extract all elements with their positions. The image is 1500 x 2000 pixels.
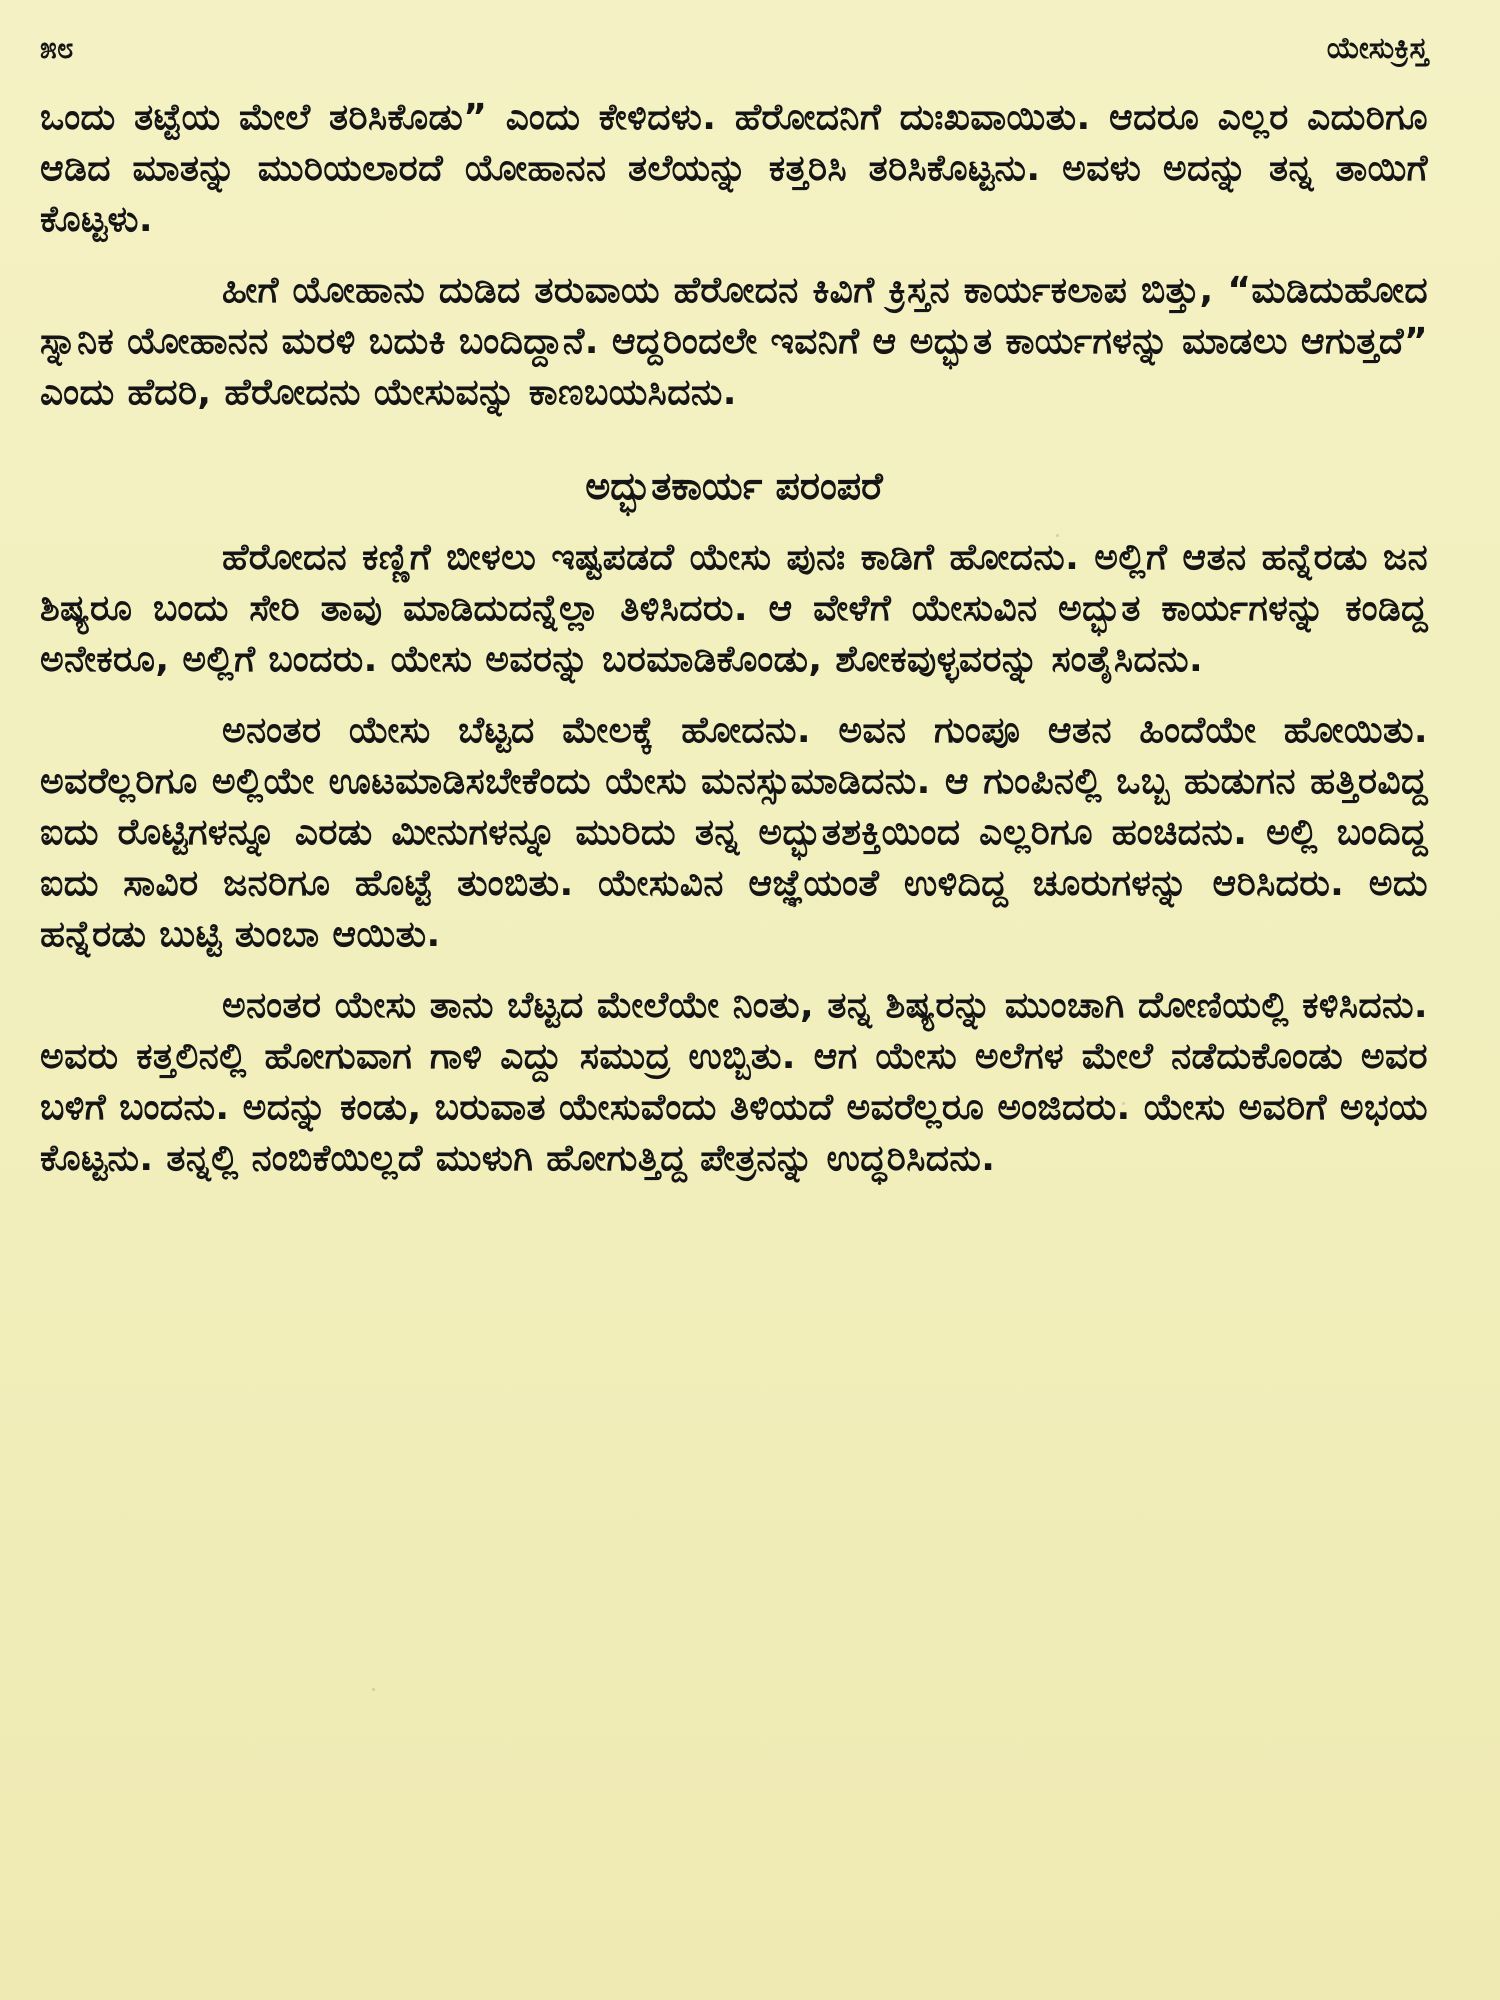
paragraph-5: ಅನಂತರ ಯೇಸು ತಾನು ಬೆಟ್ಟದ ಮೇಲೆಯೇ ನಿಂತು, ತನ್ನ ಶಿಷ್ಯರನ್ನು ಮುಂಚಾಗಿ ದೋಣಿಯಲ್ಲಿ ಕಳಿಸಿದನು. ಅವರು ಕತ್ತಲಿನಲ್ಲಿ ಹೋಗುವಾಗ ಗಾಳಿ ಎದ್ದು ಸಮುದ್ರ ಉಬ್ಬಿತು. ಆಗ ಯೇಸು ಅಲೆಗಳ ಮೇಲೆ ನಡೆದುಕೊಂಡು ಅವರ ಬಳಿಗೆ ಬಂದನು. ಅದನ್ನು ಕಂಡು, ಬರುವಾತ ಯೇಸುವೆಂದು ತಿಳಿಯದೆ ಅವರೆಲ್ಲರೂ ಅಂಜಿದರು. ಯೇಸು ಅವರಿಗೆ ಅಭಯ ಕೊಟ್ಟನು. ತನ್ನಲ್ಲಿ ನಂಬಿಕೆಯಿಲ್ಲದೆ ಮುಳುಗಿ ಹೋಗುತ್ತಿದ್ದ ಪೇತ್ರನನ್ನು ಉದ್ಧರಿಸಿದನು. xyxy=(40,985,1428,1179)
paragraph-1: ಒಂದು ತಟ್ಟೆಯ ಮೇಲೆ ತರಿಸಿಕೊಡು” ಎಂದು ಕೇಳಿದಳು. ಹೆರೋದನಿಗೆ ದುಃಖವಾಯಿತು. ಆದರೂ ಎಲ್ಲರ ಎದುರಿಗೂ ಆಡಿದ ಮಾತನ್ನು ಮುರಿಯಲಾರದೆ ಯೋಹಾನನ ತಲೆಯನ್ನು ಕತ್ತರಿಸಿ ತರಿಸಿಕೊಟ್ಟನು. ಅವಳು ಅದನ್ನು ತನ್ನ ತಾಯಿಗೆ ಕೊಟ್ಟಳು. xyxy=(40,97,1428,240)
paper-speck xyxy=(372,1688,375,1691)
running-title: ಯೇಸುಕ್ರಿಸ್ತ xyxy=(1326,31,1428,66)
section-heading: ಅದ್ಭುತಕಾರ್ಯ ಪರಂಪರೆ xyxy=(585,464,883,508)
running-head xyxy=(40,18,1428,80)
paragraph-3: ಹೆರೋದನ ಕಣ್ಣಿಗೆ ಬೀಳಲು ಇಷ್ಟಪಡದೆ ಯೇಸು ಪುನಃ ಕಾಡಿಗೆ ಹೋದನು. ಅಲ್ಲಿಗೆ ಆತನ ಹನ್ನೆರಡು ಜನ ಶಿಷ್ಯರೂ ಬಂದು ಸೇರಿ ತಾವು ಮಾಡಿದುದನ್ನೆಲ್ಲಾ ತಿಳಿಸಿದರು. ಆ ವೇಳೆಗೆ ಯೇಸುವಿನ ಅದ್ಭುತ ಕಾರ್ಯಗಳನ್ನು ಕಂಡಿದ್ದ ಅನೇಕರೂ, ಅಲ್ಲಿಗೆ ಬಂದರು. ಯೇಸು ಅವರನ್ನು ಬರಮಾಡಿಕೊಂಡು, ಶೋಕವುಳ್ಳವರನ್ನು ಸಂತೈಸಿದನು. xyxy=(40,537,1428,680)
body-text xyxy=(40,92,1428,1184)
paper-speck xyxy=(1056,534,1059,537)
paragraph-4: ಅನಂತರ ಯೇಸು ಬೆಟ್ಟದ ಮೇಲಕ್ಕೆ ಹೋದನು. ಅವನ ಗುಂಪೂ ಆತನ ಹಿಂದೆಯೇ ಹೋಯಿತು. ಅವರೆಲ್ಲರಿಗೂ ಅಲ್ಲಿಯೇ ಊಟಮಾಡಿಸಬೇಕೆಂದು ಯೇಸು ಮನಸ್ಸುಮಾಡಿದನು. ಆ ಗುಂಪಿನಲ್ಲಿ ಒಬ್ಬ ಹುಡುಗನ ಹತ್ತಿರವಿದ್ದ ಐದು ರೊಟ್ಟಿಗಳನ್ನೂ ಎರಡು ಮೀನುಗಳನ್ನೂ ಮುರಿದು ತನ್ನ ಅದ್ಭುತಶಕ್ತಿಯಿಂದ ಎಲ್ಲರಿಗೂ ಹಂಚಿದನು. ಅಲ್ಲಿ ಬಂದಿದ್ದ ಐದು ಸಾವಿರ ಜನರಿಗೂ ಹೊಟ್ಟೆ ತುಂಬಿತು. ಯೇಸುವಿನ ಆಜ್ಞೆಯಂತೆ ಉಳಿದಿದ್ದ ಚೂರುಗಳನ್ನು ಆರಿಸಿದರು. ಅದು ಹನ್ನೆರಡು ಬುಟ್ಟಿ ತುಂಬಾ ಆಯಿತು. xyxy=(40,710,1428,955)
page-number: ೫೮ xyxy=(40,31,74,66)
paper-speck xyxy=(1122,1102,1125,1105)
paragraph-2: ಹೀಗೆ ಯೋಹಾನು ದುಡಿದ ತರುವಾಯ ಹೆರೋದನ ಕಿವಿಗೆ ಕ್ರಿಸ್ತನ ಕಾರ್ಯಕಲಾಪ ಬಿತ್ತು, “ಮಡಿದುಹೋದ ಸ್ನಾನಿಕ ಯೋಹಾನನ ಮರಳಿ ಬದುಕಿ ಬಂದಿದ್ದಾನೆ. ಆದ್ದರಿಂದಲೇ ಇವನಿಗೆ ಆ ಅದ್ಭುತ ಕಾರ್ಯಗಳನ್ನು ಮಾಡಲು ಆಗುತ್ತದೆ” ಎಂದು ಹೆದರಿ, ಹೆರೋದನು ಯೇಸುವನ್ನು ಕಾಣಬಯಸಿದನು. xyxy=(40,270,1428,413)
